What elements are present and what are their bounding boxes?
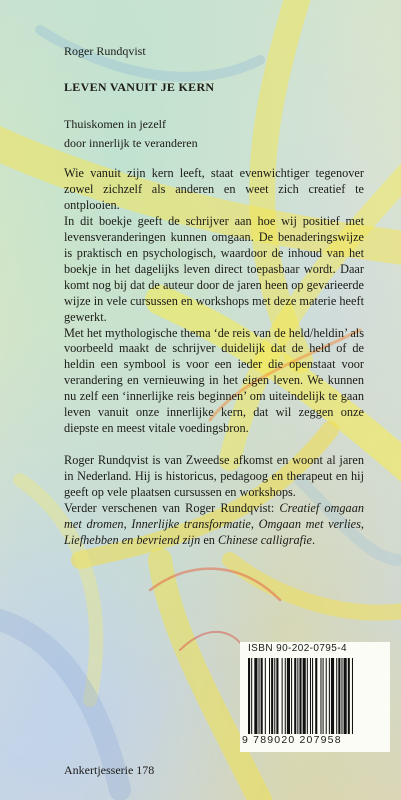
book-title: LEVEN VANUIT JE KERN <box>64 80 215 94</box>
subtitle-line: door innerlijk te veranderen <box>64 136 198 150</box>
barcode-label <box>240 642 390 752</box>
other-title: Innerlijke transformatie <box>131 517 251 532</box>
other-title: Creatief omgaan met dromen <box>64 501 364 532</box>
author-name: Roger Rundqvist <box>64 44 146 58</box>
author-bio: Roger Rundqvist is van Zweedse afkomst en woont al jaren in Nederland. Hij is historicus, pedagoog en therapeut en hij geeft op vele plaatsen cursussen en workshops. <box>64 453 364 500</box>
blurb-paragraph: In dit boekje geeft de schrijver aan hoe wij positief met levensveranderingen kunnen omgaan. De benaderingswijze is praktisch en psychologisch, waardoor de inhoud van het boekje in het dagelijks leven direct toepasbaar wordt. Daar komt nog bij dat de auteur door de jaren heen op gevarieerde wijze in vele cursussen en workshops met deze materie heeft gewerkt. <box>64 213 364 324</box>
other-title: Chinese calligrafie <box>218 532 312 547</box>
other-titles-intro: Verder verschenen van Roger Rundqvist: <box>64 501 280 516</box>
blurb-text <box>64 166 364 549</box>
other-title: Liefhebben en bevriend zijn <box>64 532 201 547</box>
series-name: Ankertjesserie 178 <box>64 763 155 777</box>
subtitle-line: Thuiskomen in jezelf <box>64 117 166 131</box>
blurb-paragraph: Met het mythologische thema ‘de reis van de held/heldin’ als voorbeeld maakt de schrijver duidelijk dat de held of de heldin een symbool is voor een ieder die openstaat voor verandering en vernieuwing in het eigen leven. We kunnen nu zelf een ‘innerlijke reis beginnen’ om uiteindelijk te gaan leven vanuit onze innerlijke kern, dat wil zeggen onze diepste en meest vitale voedingsbron. <box>64 325 364 436</box>
isbn-text: ISBN 90-202-0795-4 <box>248 643 347 654</box>
blurb-paragraph: Wie vanuit zijn kern leeft, staat evenwichtiger tegenover zowel zichzelf als anderen en weet zich creatief te ontplooien. <box>64 166 364 212</box>
subtitle <box>64 115 198 153</box>
other-titles: Verder verschenen van Roger Rundqvist: Creatief omgaan met dromen, Innerlijke transformatie, Omgaan met verlies, Liefhebben en bevriend zijn en Chinese calligrafie. <box>64 501 364 547</box>
barcode-icon <box>248 658 384 734</box>
ean-number: 9 789020 207958 <box>242 734 342 746</box>
other-title: Omgaan met verlies <box>258 517 361 532</box>
